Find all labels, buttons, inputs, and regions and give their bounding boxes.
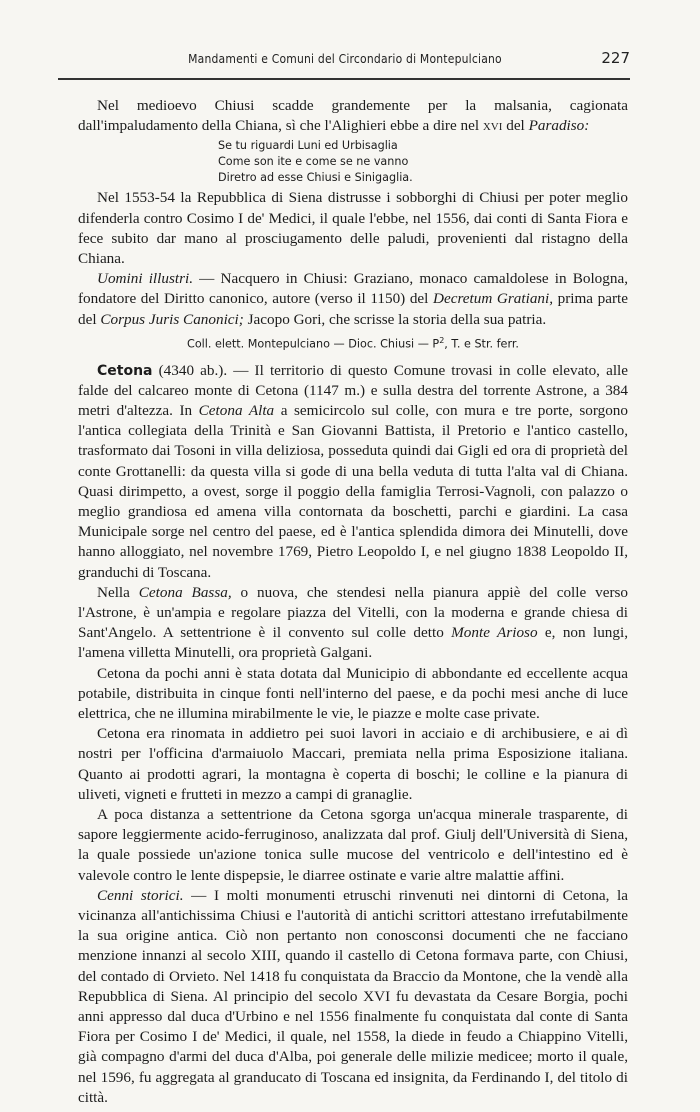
text: Coll. elett. Montepulciano — Dioc. Chiusi — P: [187, 337, 440, 351]
page-number: 227: [601, 49, 630, 67]
text: Jacopo Gori, che scrisse la storia della sua patria.: [243, 310, 547, 328]
page-body: [78, 96, 628, 1108]
text: , T. e Str. ferr.: [444, 337, 519, 351]
roman-numeral: xvi: [482, 117, 503, 135]
entry-title: Cetona: [97, 362, 153, 379]
italic-place: Monte Arioso: [451, 624, 538, 642]
verse-line: Diretro ad esse Chiusi e Sinigaglia.: [218, 171, 413, 185]
text: — Nacquero in Chiusi: Graziano, monaco camaldolese in Bologna, fondatore del Diritto canonico, autore (verso il 1150) del: [78, 270, 628, 308]
paragraph-lavori-prodotti: Cetona era rinomata in addietro pei suoi lavori in acciaio e di archibusiere, e ai dì nostri per l'officina d'armaiuolo Maccari, premiata nella prima Esposizione italiana. Quanto ai prodotti agrari, la montagna è coperta di boschi; le colline e la pianura di uliveti, vigneti e frutteti in mezzo a campi di granaglie.: [78, 725, 628, 803]
italic-title: Paradiso:: [528, 117, 590, 135]
paragraph-repubblica-siena: Nel 1553-54 la Repubblica di Siena distrusse i sobborghi di Chiusi per poter meglio difenderla contro Cosimo I de' Medici, il quale l'ebbe, nel 1556, dai conti di Santa Fiora e fece subito dar mano al prosciugamento delle paludi, provenienti dal ristagno della Chiana.: [78, 189, 628, 268]
verse-quotation: [218, 138, 628, 186]
italic-place: Cetona Bassa,: [138, 583, 232, 601]
italic-title: Decretum Gratiani,: [433, 290, 554, 308]
electoral-college-note: [78, 333, 628, 353]
paragraph-acqua-minerale: A poca distanza a settentrione da Cetona sgorga un'acqua minerale trasparente, di sapore leggiermente acido-ferruginoso, analizzata dal prof. Giulj dell'Università di Siena, la quale possiede un'azione tonica sulle mucose del ventricolo e dell'intestino ed è valevole contro le lente dispepsie, le diarree ostinate e varie altre malattie affini.: [78, 806, 628, 884]
section-label: Uomini illustri.: [97, 270, 194, 288]
paragraph-uomini-illustri: [78, 269, 628, 330]
italic-title: Corpus Juris Canonici;: [100, 310, 244, 328]
text: del: [502, 117, 529, 135]
text: prima parte del: [78, 290, 629, 328]
text: Nella: [97, 583, 139, 601]
superscript: 2: [439, 335, 445, 345]
page-header: [60, 44, 630, 74]
paragraph-acqua-luce: Cetona da pochi anni è stata dotata dal Municipio di abbondante ed eccellente acqua potabile, distribuita in cinque fonti nell'interno del paese, e da pochi mesi anche di luce elettrica, che ne illumina mirabilmente le vie, le piazze e molte case private.: [78, 664, 628, 723]
text: e, non lungi, l'amena villetta Minutelli, ora proprietà Galgani.: [78, 624, 629, 662]
paragraph-cetona-bassa: [78, 583, 628, 664]
running-title: Mandamenti e Comuni del Circondario di Montepulciano: [188, 52, 502, 66]
text: a semicircolo sul colle, con mura e tre porte, sorgono l'antica collegiata della Trinità e San Giovanni Battista, il Pretorio e l'antico castello, trasformato dai Tosoni in villa deliziosa, posseduta quindi dai Gigli ed ora di proprietà del conte Grottanelli: da questa villa si gode di una bella veduta di tutta l'alta val di Chiana. Quasi dirimpetto, a ovest, sorge il poggio della famiglia Terrosi-Vagnoli, con palazzo o meglio grandiosa ed amena villa contornata da boschetti, parchi e giardini. La casa Municipale sorge nel centro del paese, ed è l'antica splendida dimora dei Minutelli, dove hanno alloggiato, nel novembre 1769, Pietro Leopoldo I, e nel giugno 1838 Leopoldo II, granduchi di Toscana.: [78, 401, 628, 581]
text: — I molti monumenti etruschi rinvenuti nei dintorni di Cetona, la vicinanza all'antichissima Chiusi e l'autorità di antichi scrittori attestano irrefutabilmente la sua origine antica. Ciò non pertanto non conosconsi documenti che ne facciano menzione innanzi al secolo XIII, quando il castello di Cetona formava parte, con Chiusi, del contado di Orvieto. Nel 1418 fu conquistata da Braccio da Montone, che la vendè alla Repubblica di Siena. Al principio del secolo XVI fu devastata da Cesare Borgia, pochi anni appresso dal duca d'Urbino e nel 1556 finalmente fu conquistata dal conte di Santa Fiora per Cosimo I de' Medici, il quale, nel 1558, la diede in feudo a Chiappino Vitelli, già compagno d'armi del duca d'Alba, poi generale delle milizie medicee; morto il quale, nel 1596, fu aggregata al granducato di Toscana ed insignita, da Ferdinando I, del titolo di città.: [78, 886, 628, 1106]
verse-line: Come son ite e come se ne vanno: [218, 155, 409, 169]
paragraph-cenni-storici: [78, 886, 628, 1108]
italic-place: Cetona Alta: [198, 401, 275, 419]
verse-line: Se tu riguardi Luni ed Urbisaglia: [218, 139, 398, 153]
paragraph-cetona: [78, 361, 628, 583]
paragraph-chiusi-medioevo: [78, 96, 628, 136]
text: Nel medioevo Chiusi scadde grandemente per la malsania, cagionata dall'impaludamento della Chiana, sì che l'Alighieri ebbe a dire nel: [78, 97, 628, 135]
section-label: Cenni storici.: [97, 886, 184, 904]
header-rule: [58, 78, 630, 80]
text: (4340 ab.). — Il territorio di questo Comune trovasi in colle elevato, alle falde del calcareo monte di Cetona (1147 m.) e sulla destra del torrente Astrone, a 384 metri d'altezza. In: [78, 361, 628, 419]
text: o nuova, che stendesi nella pianura appiè del colle verso l'Astrone, è un'ampia e regolare piazza del Vitelli, con la moderna e grande chiesa di Sant'Angelo. A settentrione è il convento sul colle detto: [78, 583, 629, 642]
